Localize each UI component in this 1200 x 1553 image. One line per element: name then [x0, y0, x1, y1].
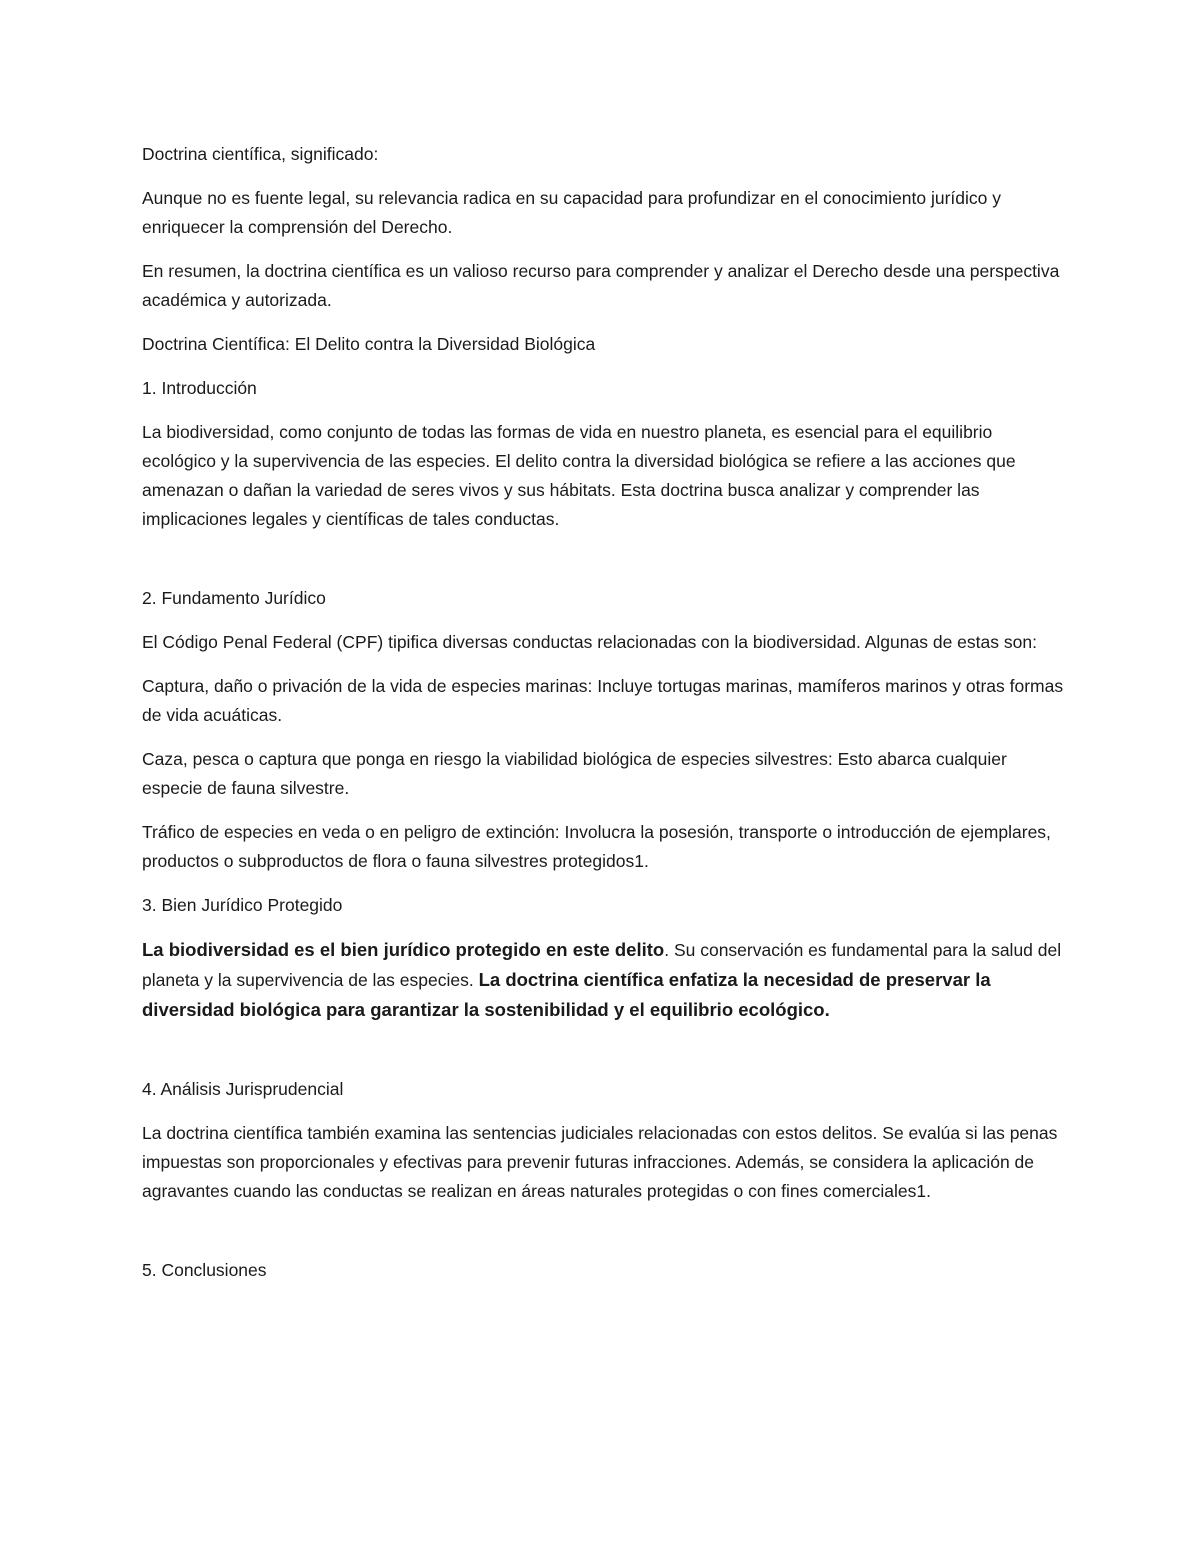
bold-statement-doctrine: La doctrina científica enfatiza la necesidad de preservar la diversidad biológica para garantizar la sostenibilidad y el equilibrio ecológico [142, 969, 991, 1020]
section-heading-introduction: 1. Introducción [142, 378, 257, 398]
list-item-species-trafficking: Tráfico de especies en veda o en peligro de extinción: Involucra la posesión, transporte o introducción de ejemplares, productos o subproductos de flora o fauna silvestres protegidos1. [142, 822, 1051, 871]
list-item-marine-species: Captura, daño o privación de la vida de especies marinas: Incluye tortugas marinas, mamíferos marinos y otras formas de vida acuáticas. [142, 676, 1064, 725]
paragraph-protected-good [142, 935, 1067, 1025]
spacer [142, 1221, 1067, 1256]
section-heading-case-law: 4. Análisis Jurisprudencial [142, 1079, 344, 1099]
list-item-wild-species: Caza, pesca o captura que ponga en riesgo la viabilidad biológica de especies silvestres: Esto abarca cualquier especie de fauna silvestre. [142, 749, 1007, 798]
section-heading-protected-good: 3. Bien Jurídico Protegido [142, 895, 343, 915]
section-heading-legal-basis: 2. Fundamento Jurídico [142, 588, 326, 608]
paragraph-introduction: La biodiversidad, como conjunto de todas las formas de vida en nuestro planeta, es esencial para el equilibrio ecológico y la supervivencia de las especies. El delito contra la diversidad biológica se refiere a las acciones que amenazan o dañan la variedad de seres vivos y sus hábitats. Esta doctrina busca analizar y comprender las implicaciones legales y científicas de tales conductas. [142, 422, 1016, 529]
paragraph-legal-basis: El Código Penal Federal (CPF) tipifica diversas conductas relacionadas con la biodiversidad. Algunas de estas son: [142, 632, 1037, 652]
section-heading-conclusions: 5. Conclusiones [142, 1260, 267, 1280]
spacer [142, 1040, 1067, 1075]
heading-meaning: Doctrina científica, significado: [142, 144, 379, 164]
bold-statement-biodiversity: La biodiversidad es el bien jurídico protegido en este delito [142, 939, 665, 960]
document-body [142, 140, 1067, 1300]
spacer [142, 549, 1067, 584]
paragraph-case-law: La doctrina científica también examina las sentencias judiciales relacionadas con estos delitos. Se evalúa si las penas impuestas son proporcionales y efectivas para prevenir futuras infracciones. Además, se considera la aplicación de agravantes cuando las conductas se realizan en áreas naturales protegidas o con fines comerciales1. [142, 1123, 1058, 1201]
document-title: Doctrina Científica: El Delito contra la Diversidad Biológica [142, 334, 596, 354]
normal-statement-conservation: . Su conservación es fundamental para la salud del planeta y la supervivencia de las especies. [142, 940, 1062, 990]
bold-statement-end: . [824, 999, 830, 1020]
paragraph-summary: En resumen, la doctrina científica es un valioso recurso para comprender y analizar el Derecho desde una perspectiva académica y autorizada. [142, 261, 1060, 310]
paragraph-relevance: Aunque no es fuente legal, su relevancia radica en su capacidad para profundizar en el conocimiento jurídico y enriquecer la comprensión del Derecho. [142, 188, 1002, 237]
